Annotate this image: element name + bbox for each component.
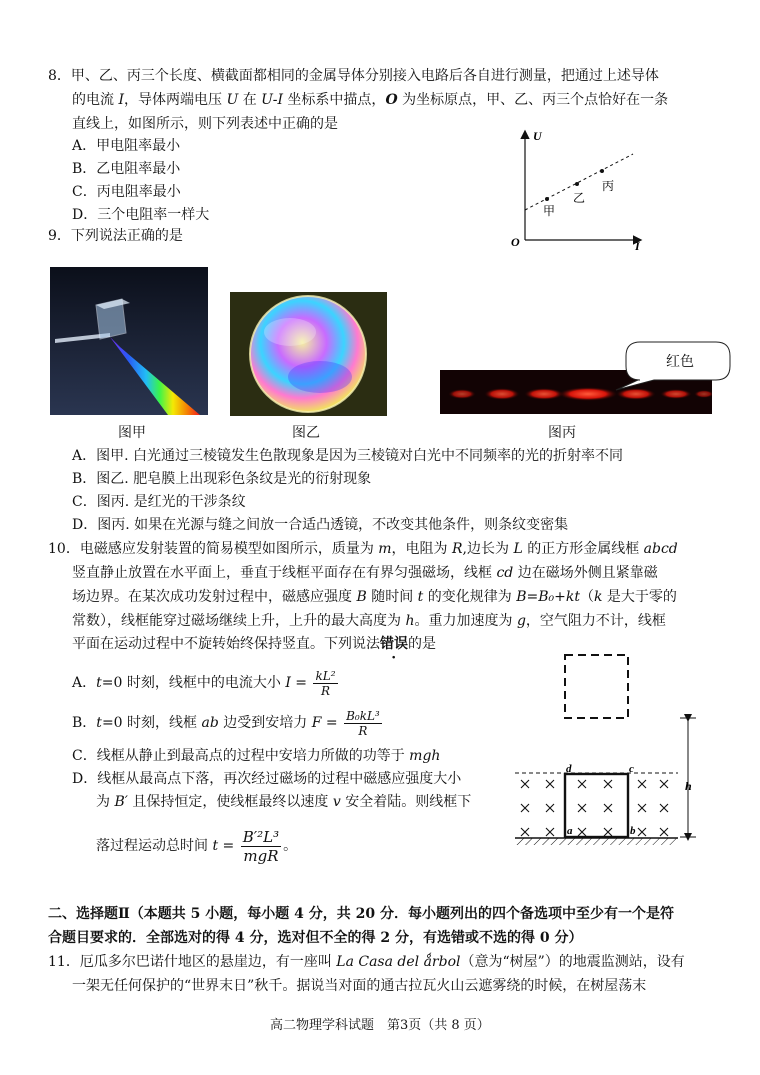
caption-bing: 图丙 xyxy=(548,425,576,441)
page-footer: 高二物理学科试题 第3页（共 8 页） xyxy=(270,1018,490,1033)
point-yi xyxy=(575,182,579,186)
q10-line4: 常数），线框能穿过磁场继续上升，上升的最大高度为 h。重力加速度为 g，空气阻力不计，线框 xyxy=(72,613,666,629)
caption-yi: 图乙 xyxy=(292,425,320,441)
point-bing xyxy=(600,169,604,173)
frame-top-position xyxy=(565,655,628,718)
label-c: c xyxy=(629,763,634,775)
q10-line2: 竖直静止放置在水平面上，垂直于线框平面存在有界匀强磁场，线框 cd 边在磁场外侧且紧靠磁 xyxy=(72,565,658,581)
q10-option-d-line2: 为 B′ 且保持恒定，使线框最终以速度 v 安全着陆。则线框下 xyxy=(96,794,472,810)
q10-line1: 10．电磁感应发射装置的简易模型如图所示，质量为 m，电阻为 R,边长为 L 的正方形金属线框 abcd xyxy=(48,541,678,557)
point-jia xyxy=(545,197,549,201)
ground-hatch xyxy=(515,838,678,845)
q9-option-d[interactable]: D．图丙. 如果在光源与缝之间放一合适凸透镜，不改变其他条件，则条纹变密集 xyxy=(72,517,569,533)
fraction-b: $\frac{\text{B₀kL³}}{R}$ xyxy=(346,708,380,738)
i-axis-label: I xyxy=(635,239,640,252)
fraction-d: $\frac{\text{B′²L³}}{\text{mgR}}$ xyxy=(242,827,280,865)
q8-line2: 的电流 I，导体两端电压 U 在 U-I 坐标系中描点，O 为坐标原点，甲、乙、丙三个点恰好在一条 xyxy=(72,92,669,108)
q10-option-d-line3: 落过程运动总时间 t = $\frac{\text{B′²L³}}{\text{mgR}}$ 。 xyxy=(96,827,298,865)
q9-stem: 9．下列说法正确的是 xyxy=(48,228,183,244)
fraction-a: $\frac{\text{kL²}}{R}$ xyxy=(315,668,336,698)
soap-bubble-image xyxy=(230,292,387,416)
label-yi: 乙 xyxy=(573,191,586,205)
q10-option-d-line1[interactable]: D．线框从最高点下落，再次经过磁场的过程中磁感应强度大小 xyxy=(72,771,462,787)
q9-option-a[interactable]: A．图甲. 白光通过三棱镜发生色散现象是因为三棱镜对白光中不同频率的光的折射率不同 xyxy=(72,448,624,464)
q9-option-b[interactable]: B．图乙. 肥皂膜上出现彩色条纹是光的衍射现象 xyxy=(72,471,372,487)
label-b: b xyxy=(630,825,636,837)
magnetic-field-crosses xyxy=(521,780,668,836)
u-axis-label: U xyxy=(533,129,542,143)
q11-line1: 11．厄瓜多尔巴诺什地区的悬崖边，有一座叫 La Casa del ǻrbol（意为“树屋”）的地震监测站，设有 xyxy=(48,954,685,970)
q8-ui-graph xyxy=(505,122,655,252)
label-bing: 丙 xyxy=(602,179,615,193)
label-d: d xyxy=(566,763,572,775)
coil-abcd xyxy=(565,774,628,837)
prism-dispersion-image xyxy=(50,267,208,415)
q8-option-c[interactable]: C．丙电阻率最小 xyxy=(72,184,181,200)
q10-coil-field-diagram xyxy=(510,648,710,853)
section2-line1: 二、选择题Ⅱ（本题共 5 小题，每小题 4 分，共 20 分．每小题列出的四个备选项中至少有一个是符 xyxy=(48,906,675,922)
caption-jia: 图甲 xyxy=(118,425,146,441)
section2-line2: 合题目要求的．全部选对的得 4 分，选对但不全的得 2 分，有选错或不选的得 0 分） xyxy=(48,930,583,946)
q10-option-b[interactable]: B．t=0 时刻，线框 ab 边受到安培力 F = $\frac{\text{B₀kL³}}{R}$ xyxy=(72,708,380,738)
label-h: h xyxy=(685,779,692,793)
q8-line1: 8．甲、乙、丙三个长度、横截面都相同的金属导体分别接入电路后各自进行测量，把通过上述导体 xyxy=(48,68,659,84)
q10-line5: 平面在运动过程中不旋转始终保持竖直。下列说法错误的是 xyxy=(72,636,436,652)
q8-option-d[interactable]: D．三个电阻率一样大 xyxy=(72,207,210,223)
origin-label: O xyxy=(511,235,520,249)
q8-option-a[interactable]: A．甲电阻率最小 xyxy=(72,138,181,154)
q11-line2: 一架无任何保护的“世界末日”秋千。据说当对面的通古拉瓦火山云遮雾绕的时候，在树屋荡末 xyxy=(72,978,647,994)
q9-option-c[interactable]: C．图丙. 是红光的干涉条纹 xyxy=(72,494,246,510)
label-jia: 甲 xyxy=(543,204,556,218)
q10-option-a[interactable]: A．t=0 时刻，线框中的电流大小 I = $\frac{\text{kL²}}{R}$ xyxy=(72,668,336,698)
q10-line3: 场边界。在某次成功发射过程中，磁感应强度 B 随时间 t 的变化规律为 B=B₀+kt（k 是大于零的 xyxy=(72,589,677,605)
q10-option-c[interactable]: C．线框从静止到最高点的过程中安培力所做的功等于 mgh xyxy=(72,748,441,764)
emphasis-cuo: 错误 xyxy=(380,636,408,652)
q8-option-b[interactable]: B．乙电阻率最小 xyxy=(72,161,181,177)
label-a: a xyxy=(567,825,573,837)
callout-text: 红色 xyxy=(666,354,694,370)
q8-line3: 直线上，如图所示，则下列表述中正确的是 xyxy=(72,116,338,132)
